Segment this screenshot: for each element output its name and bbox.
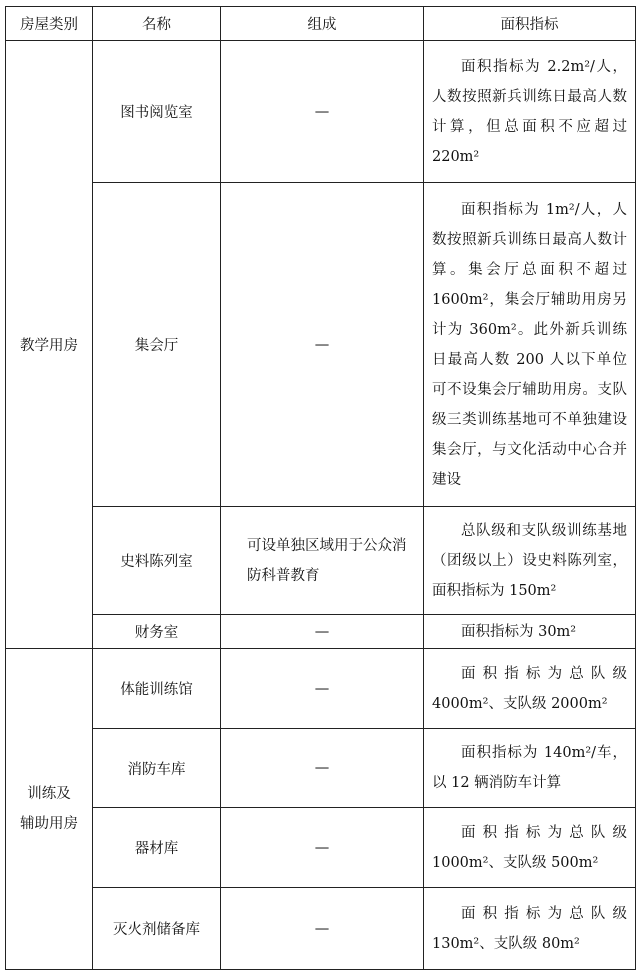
table-row: [6, 507, 636, 615]
table-row: [6, 729, 636, 808]
room-name: 集会厅: [93, 183, 221, 507]
room-composition: —: [221, 888, 424, 970]
room-name: 器材库: [93, 808, 221, 888]
room-composition: —: [221, 729, 424, 808]
room-area-spec: 面积指标为总队级 4000m²、支队级 2000m²: [424, 649, 636, 729]
room-name: 灭火剂储备库: [93, 888, 221, 970]
table-row: [6, 649, 636, 729]
room-area-spec: 面积指标为总队级 1000m²、支队级 500m²: [424, 808, 636, 888]
category-teaching: 教学用房: [6, 41, 93, 649]
room-area-spec: 面积指标为 2.2m²/人，人数按照新兵训练日最高人数计算，但总面积不应超过 220m²: [424, 41, 636, 183]
category-training-support: [6, 649, 93, 970]
table-row: [6, 615, 636, 649]
room-area-spec: 面积指标为总队级 130m²、支队级 80m²: [424, 888, 636, 970]
room-area-spec: 总队级和支队级训练基地（团级以上）设史料陈列室，面积指标为 150m²: [424, 507, 636, 615]
room-composition: —: [221, 649, 424, 729]
room-composition: —: [221, 615, 424, 649]
room-composition: 可设单独区域用于公众消防科普教育: [221, 507, 424, 615]
building-area-table: [5, 6, 636, 970]
room-area-spec: 面积指标为 140m²/车，以 12 辆消防车计算: [424, 729, 636, 808]
room-name: 图书阅览室: [93, 41, 221, 183]
room-name: 财务室: [93, 615, 221, 649]
room-composition: —: [221, 808, 424, 888]
header-name: 名称: [93, 7, 221, 41]
header-row: [6, 7, 636, 41]
room-composition: —: [221, 183, 424, 507]
table-row: [6, 183, 636, 507]
room-area-spec: 面积指标为 30m²: [424, 615, 636, 649]
room-area-spec: 面积指标为 1m²/人，人数按照新兵训练日最高人数计算。集会厅总面积不超过 1600m²，集会厅辅助用房另计为 360m²。此外新兵训练日最高人数 200 人以下单位可不设集会厅辅助用房。支队级三类训练基地可不单独建设集会厅，与文化活动中心合并建设: [424, 183, 636, 507]
room-composition: —: [221, 41, 424, 183]
header-composition: 组成: [221, 7, 424, 41]
room-name: 史料陈列室: [93, 507, 221, 615]
header-category: 房屋类别: [6, 7, 93, 41]
room-name: 体能训练馆: [93, 649, 221, 729]
category-line: 辅助用房: [20, 816, 78, 832]
table-row: [6, 808, 636, 888]
table-row: [6, 888, 636, 970]
room-name: 消防车库: [93, 729, 221, 808]
table-row: [6, 41, 636, 183]
category-line: 训练及: [27, 786, 71, 802]
header-area: 面积指标: [424, 7, 636, 41]
